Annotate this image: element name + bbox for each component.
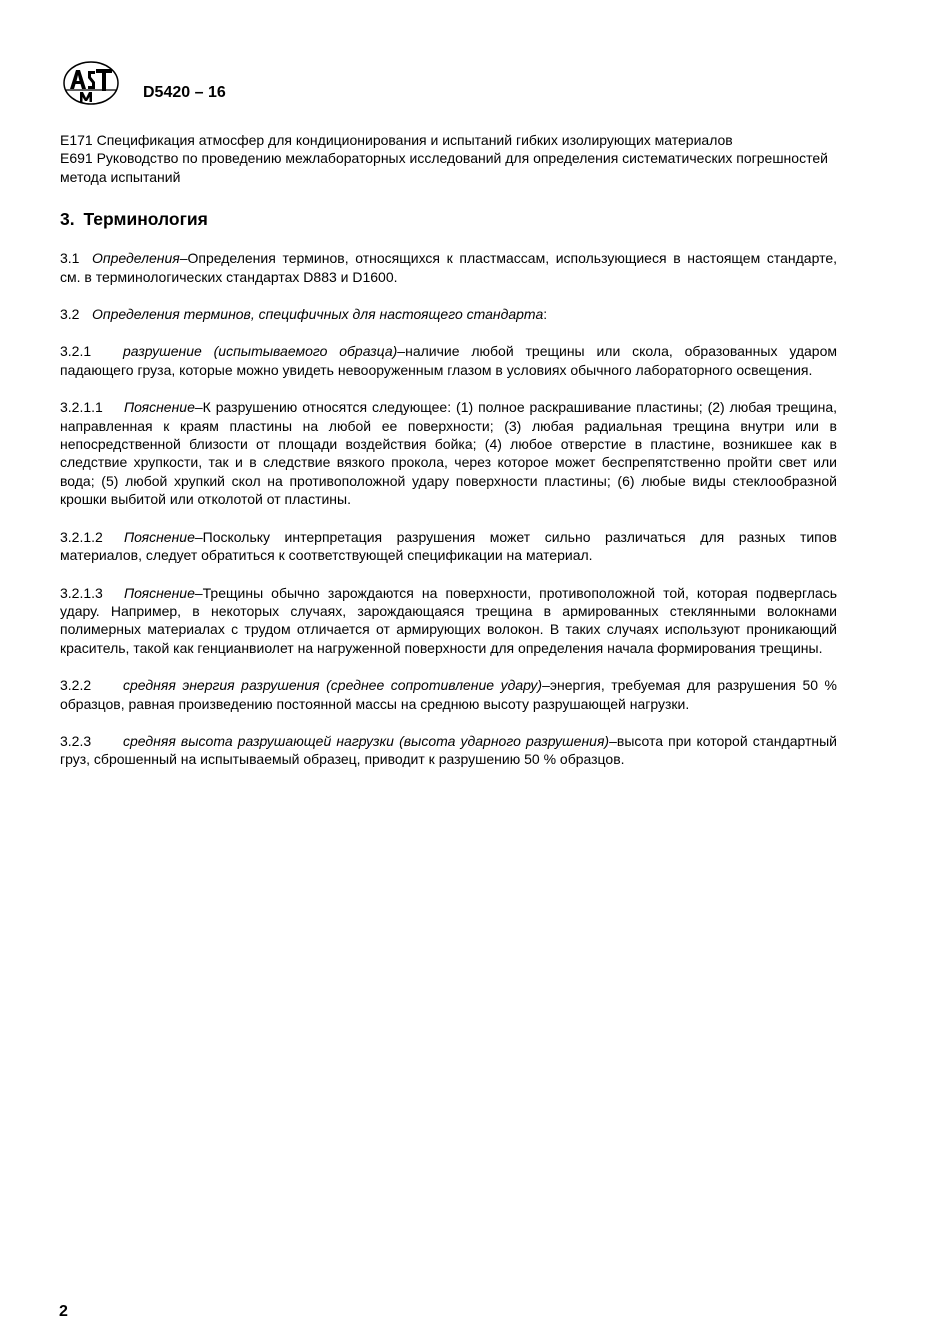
paragraph-term: Пояснение	[124, 528, 195, 545]
section-heading	[60, 208, 837, 230]
paragraph-text: –К разрушению относятся следующее: (1) полное раскрашивание пластины; (2) любая трещина, направленная к краям пластины на любой ее поверхности; (3) любая радиальная трещина внутри или в непосредственной близости от площади воздействия бойка; (4) любое отверстие в пластине, возникшее как в следствие хрупкости, так и в следствие вязкого прокола, через которое может беспрепятственно пройти свет или вода; (5) любой хрупкий скол на противоположной удару поверхности пластины; (6) любые виды стеклообразной крошки выбитой или отколотой от пластины.	[60, 399, 837, 508]
paragraph-text: –Поскольку интерпретация разрушения может сильно различаться для разных типов материалов, следует обратиться к соответствующей спецификации на материал.	[60, 528, 837, 564]
paragraph-term: Пояснение	[124, 584, 195, 601]
paragraph-text: :	[543, 306, 548, 323]
paragraph	[60, 342, 837, 379]
reference-item: E691 Руководство по проведению межлабораторных исследований для определения систематических погрешностей метода испытаний	[60, 150, 828, 185]
paragraph-text: –Определения терминов, относящихся к пластмассам, использующиеся в настоящем стандарте, см. в терминологических стандартах D883 и D1600.	[60, 250, 837, 285]
reference-item: E171 Спецификация атмосфер для кондиционирования и испытаний гибких изолирующих материалов	[60, 132, 733, 148]
paragraph-term: средняя энергия разрушения (среднее сопротивление удару)	[123, 677, 543, 694]
reference-list	[60, 131, 837, 186]
paragraph	[60, 528, 837, 565]
paragraph	[60, 732, 837, 769]
paragraph	[60, 305, 837, 323]
paragraph-number: 3.2.1.2	[60, 528, 103, 545]
paragraph-text: –Трещины обычно зарождаются на поверхности, противоположной той, которая подверглась удару. Например, в некоторых случаях, зарождающаяся трещина в армированных стеклянными волокнами полимерных материалах с трудом отличается от армирующих волокон. В таких случаях используют проникающий краситель, такой как генцианвиолет на нагруженной поверхности для определения начала формирования трещины.	[60, 584, 837, 656]
paragraph-text: –энергия, требуемая для разрушения 50 % образцов, равная произведению постоянной массы на среднюю высоту разрушающей нагрузки.	[60, 677, 837, 712]
paragraph-number: 3.2.3	[60, 732, 92, 749]
paragraph	[60, 249, 837, 286]
astm-logo-icon	[62, 60, 120, 106]
paragraph-number: 3.2.1.1	[60, 399, 103, 416]
page-number: 2	[59, 1303, 68, 1320]
paragraph-number: 3.2.1.3	[60, 584, 103, 601]
section-number: 3.	[60, 209, 75, 230]
paragraph-number: 3.2.2	[60, 677, 92, 694]
paragraph-term: Определения	[92, 250, 180, 267]
paragraph-number: 3.1	[60, 250, 80, 267]
paragraph	[60, 398, 837, 508]
paragraph-term: разрушение (испытываемого образца)	[123, 343, 398, 360]
paragraph-text: –высота при которой стандартный груз, сброшенный на испытываемый образец, приводит к разрушению 50 % образцов.	[60, 732, 837, 768]
paragraph-term: Пояснение	[124, 399, 195, 416]
document-body	[60, 131, 837, 769]
paragraph-term: средняя высота разрушающей нагрузки (высота ударного разрушения)	[123, 732, 610, 749]
section-title: Терминология	[83, 209, 208, 230]
paragraph	[60, 584, 837, 658]
paragraph	[60, 676, 837, 713]
paragraph-number: 3.2	[60, 306, 80, 323]
document-id: D5420 – 16	[143, 84, 226, 101]
paragraph-number: 3.2.1	[60, 343, 92, 360]
paragraph-term: Определения терминов, специфичных для настоящего стандарта	[92, 306, 544, 323]
paragraph-text: –наличие любой трещины или скола, образованных ударом падающего груза, которые можно увидеть невооруженным глазом в условиях обычного лабораторного освещения.	[60, 343, 838, 378]
